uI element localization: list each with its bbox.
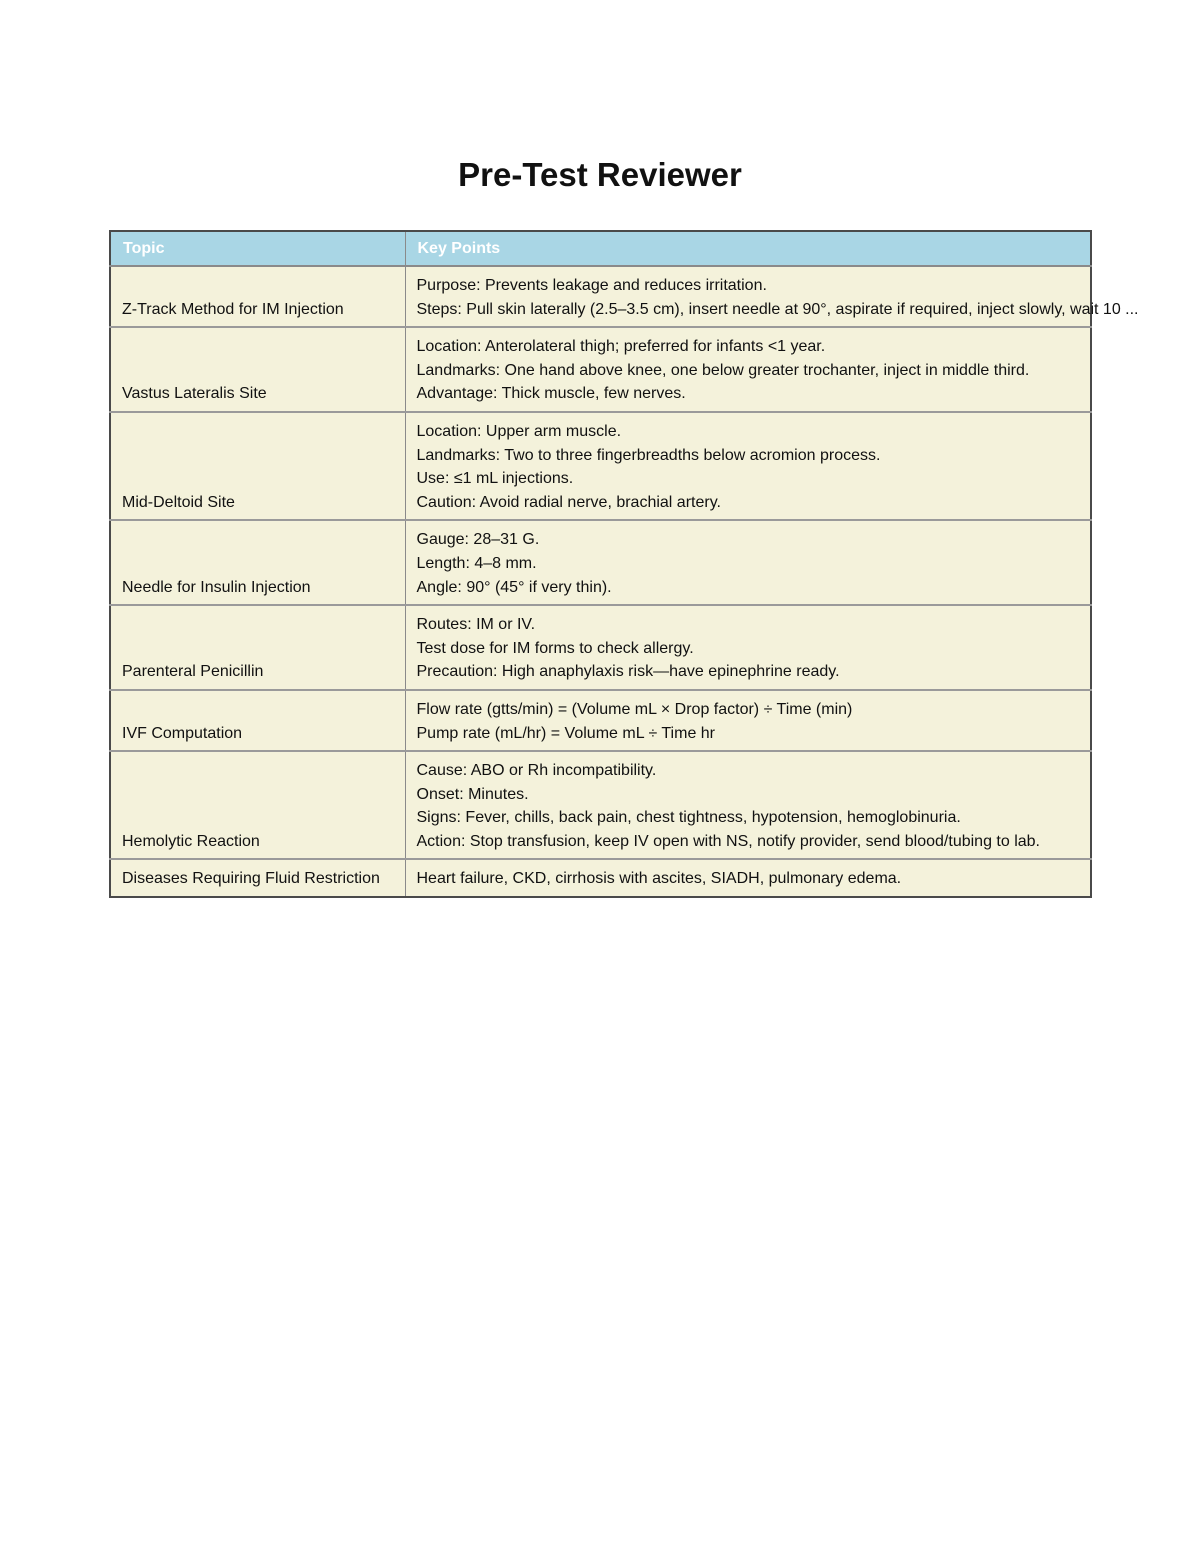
key-point-line: Angle: 90° (45° if very thin). (416, 578, 612, 596)
key-point-line: Signs: Fever, chills, back pain, chest tightness, hypotension, hemoglobinuria. (416, 809, 961, 827)
topic-cell: IVF Computation (110, 690, 405, 751)
page-title: Pre-Test Reviewer (458, 156, 742, 193)
key-points-cell (405, 266, 1139, 327)
table-row (110, 412, 1091, 520)
table-row (110, 690, 1091, 751)
key-point-line: Pump rate (mL/hr) = Volume mL ÷ Time hr (416, 724, 716, 742)
key-point-line: Test dose for IM forms to check allergy. (416, 639, 694, 657)
key-points-cell (405, 327, 1091, 412)
key-point-line: Precaution: High anaphylaxis risk—have epinephrine ready. (416, 663, 840, 681)
key-point-line: Landmarks: Two to three fingerbreadths below acromion process. (416, 446, 881, 464)
table-row (110, 859, 1091, 897)
table-row (110, 605, 1091, 690)
key-points-cell (405, 520, 1091, 605)
topic-cell: Vastus Lateralis Site (110, 327, 405, 412)
table-body (110, 266, 1139, 897)
key-point-line: Purpose: Prevents leakage and reduces irritation. (416, 277, 767, 294)
key-point-line: Location: Anterolateral thigh; preferred for infants <1 year. (416, 338, 826, 356)
topic-cell: Needle for Insulin Injection (110, 520, 405, 605)
key-point-line: Length: 4–8 mm. (416, 554, 537, 572)
key-point-line: Advantage: Thick muscle, few nerves. (416, 385, 686, 403)
key-point-line: Flow rate (gtts/min) = (Volume mL × Drop factor) ÷ Time (min) (416, 700, 853, 718)
key-points-cell (405, 412, 1091, 520)
key-point-line: Location: Upper arm muscle. (416, 422, 622, 440)
topic-cell: Diseases Requiring Fluid Restriction (110, 859, 405, 897)
table-header-row (110, 231, 1091, 266)
key-point-line: Action: Stop transfusion, keep IV open with NS, notify provider, send blood/tubing to lab. (416, 832, 1040, 850)
key-point-line: Steps: Pull skin laterally (2.5–3.5 cm), insert needle at 90°, aspirate if required, inject slowly, wait 10 ... (416, 300, 1139, 318)
table-row (110, 327, 1091, 412)
key-points-cell (405, 859, 1091, 897)
topic-cell: Mid-Deltoid Site (110, 412, 405, 520)
column-header-topic: Topic (110, 231, 405, 266)
table-row (110, 751, 1091, 859)
key-points-cell (405, 690, 1091, 751)
reviewer-table (109, 230, 1139, 898)
key-point-line: Caution: Avoid radial nerve, brachial artery. (416, 493, 721, 511)
column-header-key-points: Key Points (405, 231, 1091, 266)
key-point-line: Landmarks: One hand above knee, one below greater trochanter, inject in middle third. (416, 361, 1030, 379)
key-points-cell (405, 751, 1091, 859)
key-point-line: Gauge: 28–31 G. (416, 531, 540, 549)
table-row (110, 266, 1091, 327)
table-row (110, 520, 1091, 605)
key-points-cell (405, 605, 1091, 690)
key-point-line: Onset: Minutes. (416, 785, 529, 803)
key-point-line: Use: ≤1 mL injections. (416, 470, 574, 488)
key-point-line: Cause: ABO or Rh incompatibility. (416, 762, 657, 780)
topic-cell: Parenteral Penicillin (110, 605, 405, 690)
topic-cell: Z-Track Method for IM Injection (110, 266, 405, 327)
key-point-line: Heart failure, CKD, cirrhosis with ascites, SIADH, pulmonary edema. (416, 870, 902, 888)
key-point-line: Routes: IM or IV. (416, 616, 536, 634)
topic-cell: Hemolytic Reaction (110, 751, 405, 859)
